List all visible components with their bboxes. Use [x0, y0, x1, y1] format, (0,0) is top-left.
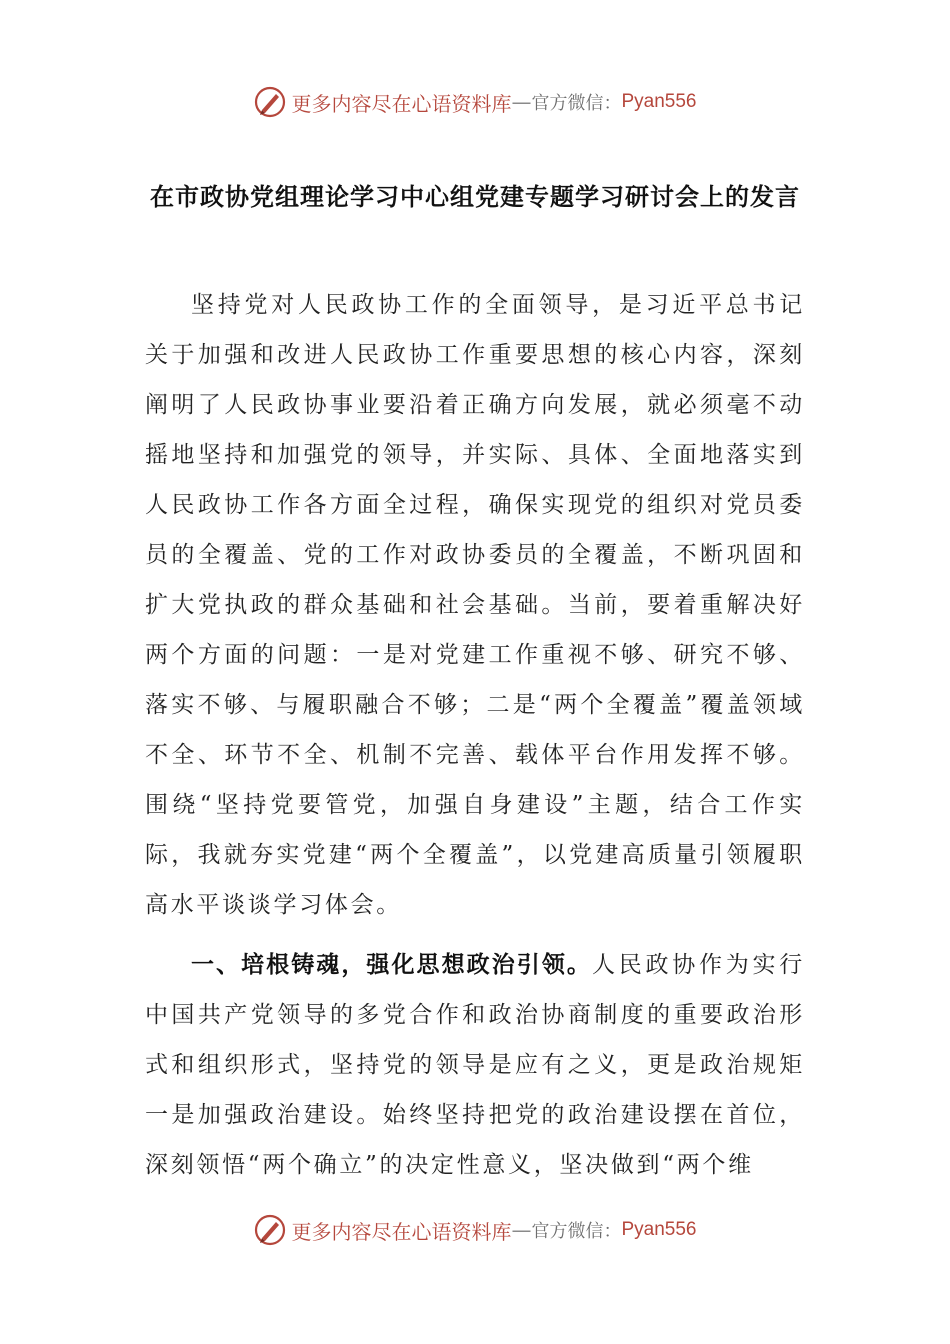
banner-wechat-label: 官方微信：: [531, 93, 622, 114]
section-one-paragraph: [145, 940, 805, 1190]
banner-dash: —: [511, 90, 532, 114]
header-banner: [0, 82, 950, 122]
banner-wechat-label: 官方微信：: [531, 1221, 622, 1242]
footer-banner: [0, 1210, 950, 1250]
section-one-heading: 一、培根铸魂，强化思想政治引领。: [191, 952, 592, 978]
banner-wechat-id: Pyan556: [621, 1219, 697, 1240]
pen-logo-icon: [253, 85, 287, 119]
banner-wechat-id: Pyan556: [621, 91, 697, 112]
section-one-text: 人民政协作为实行中国共产党领导的多党合作和政治协商制度的重要政治形式和组织形式，坚持党的领导是应有之义，更是政治规矩一是加强政治建设。始终坚持把党的政治建设摆在首位，深刻领悟“两个确立”的决定性意义，坚决做到“两个维: [145, 952, 805, 1178]
document-body: [145, 280, 805, 1190]
banner-site-name: 更多内容尽在心语资料库: [291, 1219, 512, 1244]
banner-site-name: 更多内容尽在心语资料库: [291, 91, 512, 116]
pen-logo-icon: [253, 1213, 287, 1247]
intro-paragraph: 坚持党对人民政协工作的全面领导，是习近平总书记关于加强和改进人民政协工作重要思想的核心内容，深刻阐明了人民政协事业要沿着正确方向发展，就必须毫不动摇地坚持和加强党的领导，并实际、具体、全面地落实到人民政协工作各方面全过程，确保实现党的组织对党员委员的全覆盖、党的工作对政协委员的全覆盖，不断巩固和扩大党执政的群众基础和社会基础。当前，要着重解决好两个方面的问题：一是对党建工作重视不够、研究不够、落实不够、与履职融合不够；二是“两个全覆盖”覆盖领域不全、环节不全、机制不完善、载体平台作用发挥不够。围绕“坚持党要管党，加强自身建设”主题，结合工作实际，我就夯实党建“两个全覆盖”，以党建高质量引领履职高水平谈谈学习体会。: [145, 292, 805, 918]
document-title: 在市政协党组理论学习中心组党建专题学习研讨会上的发言: [150, 183, 800, 211]
banner-dash: —: [511, 1218, 532, 1242]
